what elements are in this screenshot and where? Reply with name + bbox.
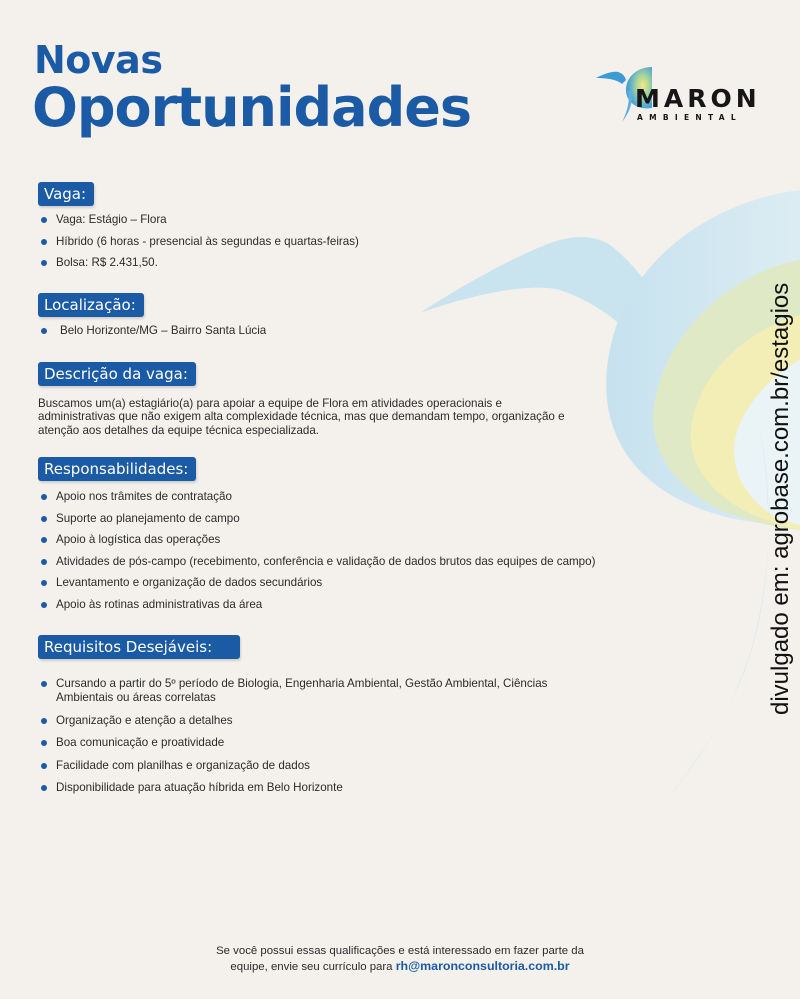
list-item: Levantamento e organização de dados secundários [38, 576, 595, 590]
title-line-2: Oportunidades [32, 76, 472, 139]
section-title-localizacao: Localização: [38, 293, 144, 317]
list-item: Boa comunicação e proatividade [38, 736, 578, 750]
section-title-responsabilidades: Responsabilidades: [38, 457, 196, 481]
footer-line-2-prefix: equipe, envie seu currículo para [230, 961, 396, 973]
section-title-requisitos: Requisitos Desejáveis: [38, 635, 240, 659]
localizacao-list [38, 324, 266, 338]
maron-ambiental-logo [594, 64, 764, 126]
list-item: Apoio à logística das operações [38, 533, 595, 547]
list-item: Atividades de pós-campo (recebimento, conferência e validação de dados brutos das equipes de campo) [38, 555, 595, 569]
vaga-list [38, 213, 359, 270]
list-item: Vaga: Estágio – Flora [38, 213, 359, 227]
page-title [32, 38, 472, 139]
section-localizacao [38, 293, 266, 346]
footer-line-2 [0, 959, 800, 975]
list-item: Organização e atenção a detalhes [38, 714, 578, 728]
section-title-descricao: Descrição da vaga: [38, 362, 196, 386]
section-descricao [38, 362, 568, 437]
logo-subtitle: AMBIENTAL [637, 113, 742, 122]
list-item: Bolsa: R$ 2.431,50. [38, 256, 359, 270]
list-item: Suporte ao planejamento de campo [38, 512, 595, 526]
list-item: Belo Horizonte/MG – Bairro Santa Lúcia [38, 324, 266, 338]
source-watermark: divulgado em: agrobase.com.br/estagios [767, 282, 794, 715]
footer-contact [0, 944, 800, 975]
footer-line-1: Se você possui essas qualificações e está interessado em fazer parte da [216, 945, 584, 957]
section-title-vaga: Vaga: [38, 182, 94, 206]
title-line-1: Novas [34, 38, 163, 82]
list-item: Apoio às rotinas administrativas da área [38, 598, 595, 612]
list-item: Híbrido (6 horas - presencial às segundas e quartas-feiras) [38, 235, 359, 249]
section-requisitos [38, 635, 578, 804]
section-responsabilidades [38, 457, 595, 620]
section-vaga [38, 182, 359, 278]
list-item: Disponibilidade para atuação híbrida em Belo Horizonte [38, 781, 578, 795]
responsabilidades-list [38, 490, 595, 612]
requisitos-list [38, 677, 578, 795]
list-item: Facilidade com planilhas e organização de dados [38, 759, 578, 773]
list-item: Apoio nos trâmites de contratação [38, 490, 595, 504]
list-item: Cursando a partir do 5º período de Biologia, Engenharia Ambiental, Gestão Ambiental, Ciências Ambientais ou áreas correlatas [38, 677, 578, 705]
logo-name: MARON [635, 84, 761, 113]
descricao-text: Buscamos um(a) estagiário(a) para apoiar a equipe de Flora em atividades operacionais e administrativas que não exigem alta complexidade técnica, mas que demandam tempo, organização e atenção aos detalhes da equipe técnica especializada. [38, 397, 565, 437]
email-link[interactable]: rh@maronconsultoria.com.br [395, 959, 570, 973]
